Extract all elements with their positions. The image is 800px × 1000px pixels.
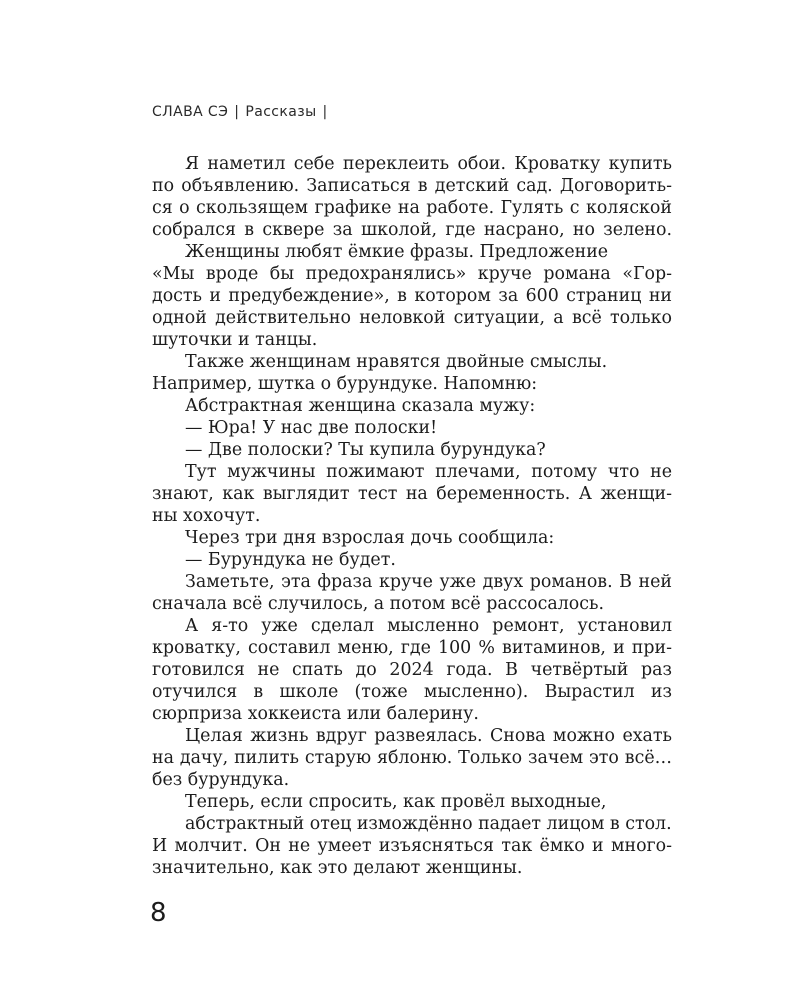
text-line: дость и предубеждение», в котором за 600 страниц ни — [152, 286, 672, 306]
text-line: Женщины любят ёмкие фразы. Предложение — [185, 242, 609, 262]
text-line: Тут мужчины пожимают плечами, потому что не — [185, 462, 672, 482]
page-number: 8 — [150, 898, 167, 928]
text-line: Абстрактная женщина сказала мужу: — [185, 396, 536, 416]
running-header — [152, 104, 334, 120]
text-line: И молчит. Он не умеет изъясняться так ёмко и много- — [152, 836, 672, 856]
text-line: Заметьте, эта фраза круче уже двух романов. В ней — [185, 572, 672, 592]
text-line: — Две полоски? Ты купила бурундука? — [185, 440, 546, 460]
text-line: без бурундука. — [152, 770, 290, 790]
text-line: собрался в сквере за школой, где насрано, но зелено. — [152, 220, 672, 240]
text-line: значительно, как это делают женщины. — [152, 858, 523, 878]
text-line: Например, шутка о бурундуке. Напомню: — [152, 374, 538, 394]
text-line: кроватку, составил меню, где 100 % витаминов, и при- — [152, 638, 672, 658]
text-line: готовился не спать до 2024 года. В четвёртый раз — [152, 660, 672, 680]
text-line: — Бурундука не будет. — [185, 550, 396, 570]
text-line: Теперь, если спросить, как провёл выходные, — [185, 792, 607, 812]
text-line: ны хохочут. — [152, 506, 261, 526]
body-text — [152, 153, 672, 879]
text-line: отучился в школе (тоже мысленно). Вырастил из — [152, 682, 672, 702]
text-line: по объявлению. Записаться в детский сад. Договорить- — [152, 176, 672, 196]
text-line: абстрактный отец измождённо падает лицом в стол. — [185, 814, 672, 834]
text-line: одной действительно неловкой ситуации, а всё только — [152, 308, 672, 328]
header-end-divider: | — [322, 104, 328, 120]
text-line: Через три дня взрослая дочь сообщила: — [185, 528, 555, 548]
text-line: сюрприза хоккеиста или балерину. — [152, 704, 479, 724]
header-section: Рассказы — [245, 104, 317, 120]
text-line: ся о скользящем графике на работе. Гулять с коляской — [152, 198, 672, 218]
text-line: Я наметил себе переклеить обои. Кроватку купить — [185, 154, 672, 174]
header-divider: | — [234, 104, 240, 120]
text-line: шуточки и танцы. — [152, 330, 318, 350]
text-line: на дачу, пилить старую яблоню. Только зачем это всё… — [152, 748, 672, 768]
text-line: Целая жизнь вдруг развеялась. Снова можно ехать — [185, 726, 672, 746]
text-line: «Мы вроде бы предохранялись» круче романа «Гор- — [152, 264, 672, 284]
text-line: — Юра! У нас две полоски! — [185, 418, 438, 438]
text-line: знают, как выглядит тест на беременность. А женщи- — [152, 484, 672, 504]
text-line: А я-то уже сделал мысленно ремонт, установил — [185, 616, 672, 636]
header-author: СЛАВА СЭ — [152, 104, 229, 120]
text-line: сначала всё случилось, а потом всё рассосалось. — [152, 594, 605, 614]
text-line: Также женщинам нравятся двойные смыслы. — [185, 352, 608, 372]
